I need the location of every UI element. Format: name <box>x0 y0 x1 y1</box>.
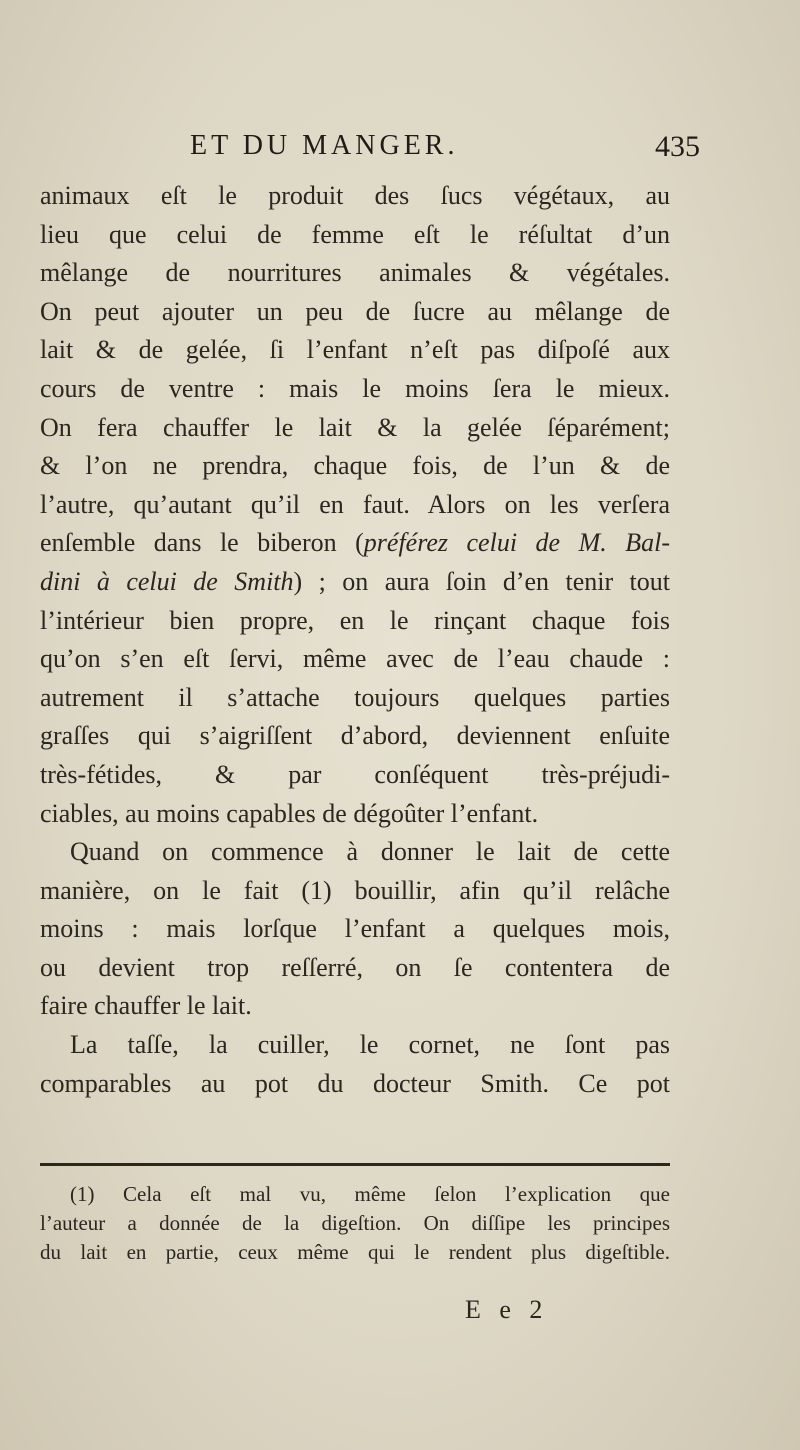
text-line <box>40 563 670 602</box>
text-line: graſſes qui s’aigriſſent d’abord, deviennent enſuite <box>40 721 670 751</box>
text-line: lieu que celui de femme eſt le réſultat d’un <box>40 219 670 249</box>
text-line: manière, on le fait (1) bouillir, afin qu’il relâche <box>40 875 670 905</box>
footnote-line: du lait en partie, ceux même qui le rendent plus digeſtible. <box>40 1240 670 1264</box>
footnote <box>40 1180 670 1267</box>
text-line: On fera chauffer le lait & la gelée ſéparément; <box>40 412 670 442</box>
page-number: 435 <box>655 130 700 163</box>
footnote-line: (1) Cela eſt mal vu, même ſelon l’explication que <box>70 1182 670 1206</box>
text-line: ou devient trop reſſerré, on ſe contentera de <box>40 952 670 982</box>
text-line: faire chauffer le lait. <box>40 991 252 1021</box>
italic-segment: dini à celui de Smith <box>40 566 294 596</box>
text-line <box>40 524 670 563</box>
text-line: très-fétides, & par conſéquent très-préjudi- <box>40 759 670 789</box>
text-line: l’autre, qu’autant qu’il en faut. Alors on les verſera <box>40 489 670 519</box>
text-line: autrement il s’attache toujours quelques parties <box>40 682 670 712</box>
main-text <box>40 177 670 1103</box>
italic-segment: préférez celui de M. Bal- <box>363 528 670 558</box>
text-line: lait & de gelée, ſi l’enfant n’eſt pas diſpoſé aux <box>40 335 670 365</box>
text-line: l’intérieur bien propre, en le rinçant chaque fois <box>40 605 670 635</box>
running-title: ET DU MANGER. <box>190 130 459 161</box>
text-line: On peut ajouter un peu de ſucre au mêlange de <box>40 296 670 326</box>
text-line: Quand on commence à donner le lait de cette <box>70 837 670 867</box>
text-line: qu’on s’en eſt ſervi, même avec de l’eau chaude : <box>40 644 670 674</box>
text-line: ciables, au moins capables de dégoûter l’enfant. <box>40 798 539 828</box>
text-line: moins : mais lorſque l’enfant a quelques mois, <box>40 914 670 944</box>
text-segment: enſemble dans le biberon ( <box>40 528 364 558</box>
signature-mark: E e 2 <box>465 1295 549 1324</box>
text-line: comparables au pot du docteur Smith. Ce pot <box>40 1068 670 1098</box>
text-line: & l’on ne prendra, chaque fois, de l’un & de <box>40 451 670 481</box>
text-line: animaux eſt le produit des ſucs végétaux, au <box>40 181 670 210</box>
text-line: cours de ventre : mais le moins ſera le mieux. <box>40 373 670 403</box>
text-segment: ) ; on aura ſoin d’en tenir tout <box>293 566 671 596</box>
page-header <box>40 130 700 170</box>
footnote-line: l’auteur a donnée de la digeſtion. On diſſipe les principes <box>40 1211 670 1235</box>
footnote-divider <box>40 1163 670 1166</box>
text-line: mêlange de nourritures animales & végétales. <box>40 258 670 288</box>
text-line: La taſſe, la cuiller, le cornet, ne ſont pas <box>70 1030 670 1060</box>
